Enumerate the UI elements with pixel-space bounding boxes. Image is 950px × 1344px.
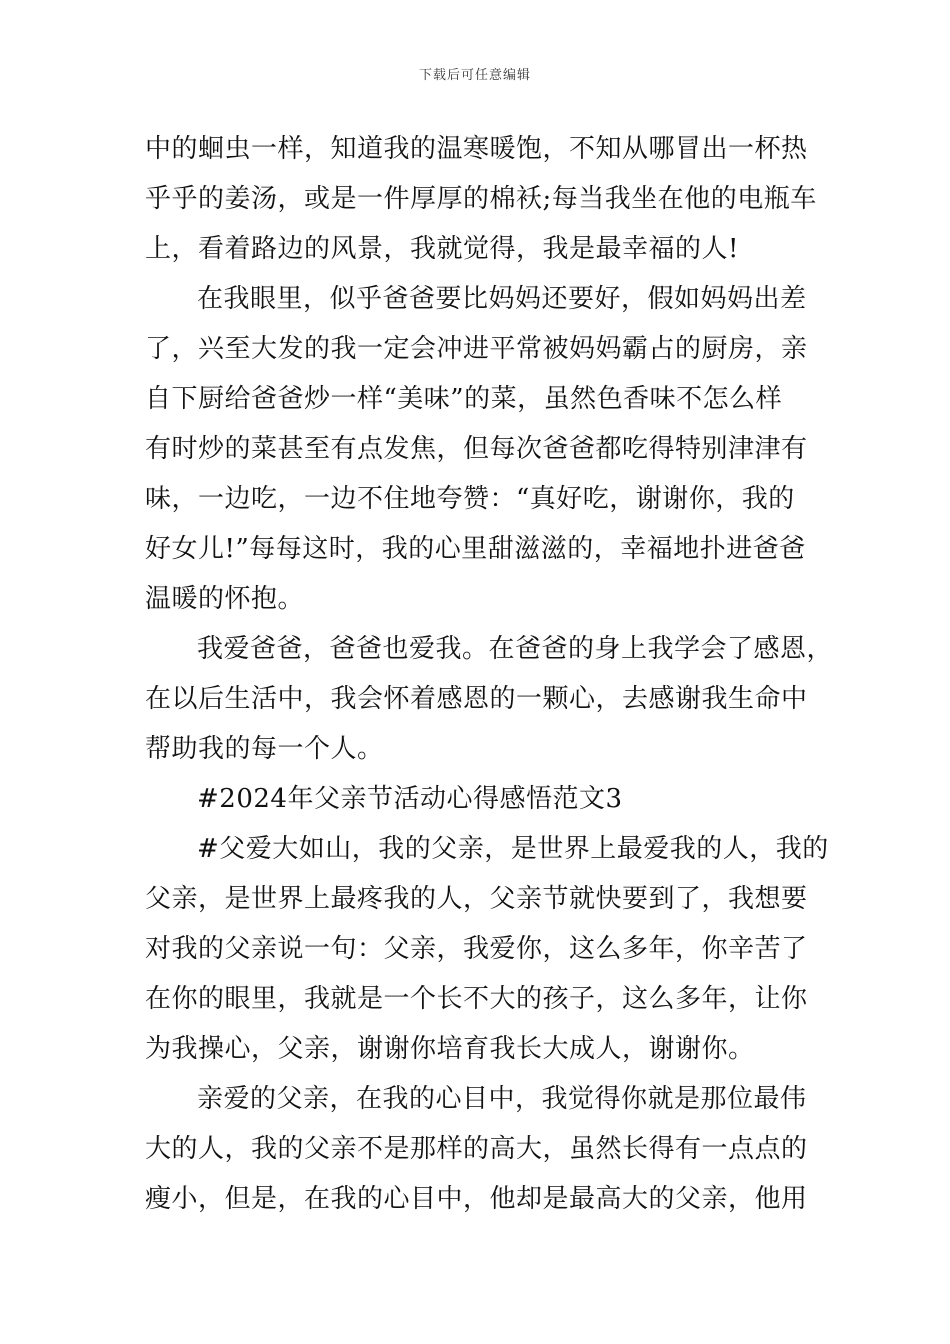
page-header: 下载后可任意编辑 xyxy=(418,68,531,83)
text-line: 中的蛔虫一样，知道我的温寒暖饱，不知从哪冒出一杯热 xyxy=(145,134,808,164)
text-line: 对我的父亲说一句：父亲，我爱你，这么多年，你辛苦了 xyxy=(145,934,808,964)
document-body xyxy=(145,124,834,1224)
paragraph-start-line: #父爱大如山，我的父亲，是世界上最爱我的人，我的 xyxy=(197,834,829,864)
text-line: 有时炒的菜甚至有点发焦，但每次爸爸都吃得特别津津有 xyxy=(145,434,808,464)
text-line: 了，兴至大发的我一定会冲进平常被妈妈霸占的厨房，亲 xyxy=(145,334,808,364)
text-line: 为我操心，父亲，谢谢你培育我长大成人，谢谢你。 xyxy=(145,1034,755,1064)
text-line: 乎乎的姜汤，或是一件厚厚的棉袄;每当我坐在他的电瓶车 xyxy=(145,184,817,214)
text-line: 在你的眼里，我就是一个长不大的孩子，这么多年，让你 xyxy=(145,984,808,1014)
text-line: 温暖的怀抱。 xyxy=(145,584,305,614)
text-line: 瘦小，但是，在我的心目中，他却是最高大的父亲，他用 xyxy=(145,1184,808,1214)
text-line: 在以后生活中，我会怀着感恩的一颗心，去感谢我生命中 xyxy=(145,684,808,714)
text-line: 父亲，是世界上最疼我的人，父亲节就快要到了，我想要 xyxy=(145,884,808,914)
paragraph-start-line: 在我眼里，似乎爸爸要比妈妈还要好，假如妈妈出差 xyxy=(197,284,807,314)
text-line: 好女儿!”每每这时，我的心里甜滋滋的，幸福地扑进爸爸 xyxy=(145,534,806,564)
section-heading: #2024年父亲节活动心得感悟范文3 xyxy=(197,784,623,814)
paragraph-start-line: 我爱爸爸，爸爸也爱我。在爸爸的身上我学会了感恩， xyxy=(197,634,834,664)
text-line: 大的人，我的父亲不是那样的高大，虽然长得有一点点的 xyxy=(145,1134,808,1164)
text-line: 帮助我的每一个人。 xyxy=(145,734,384,764)
text-line: 自下厨给爸爸炒一样“美味”的菜，虽然色香味不怎么样 xyxy=(145,384,783,414)
paragraph-start-line: 亲爱的父亲，在我的心目中，我觉得你就是那位最伟 xyxy=(197,1084,807,1114)
text-line: 上，看着路边的风景，我就觉得，我是最幸福的人! xyxy=(145,234,739,264)
text-line: 味，一边吃，一边不住地夸赞：“真好吃，谢谢你，我的 xyxy=(145,484,795,514)
